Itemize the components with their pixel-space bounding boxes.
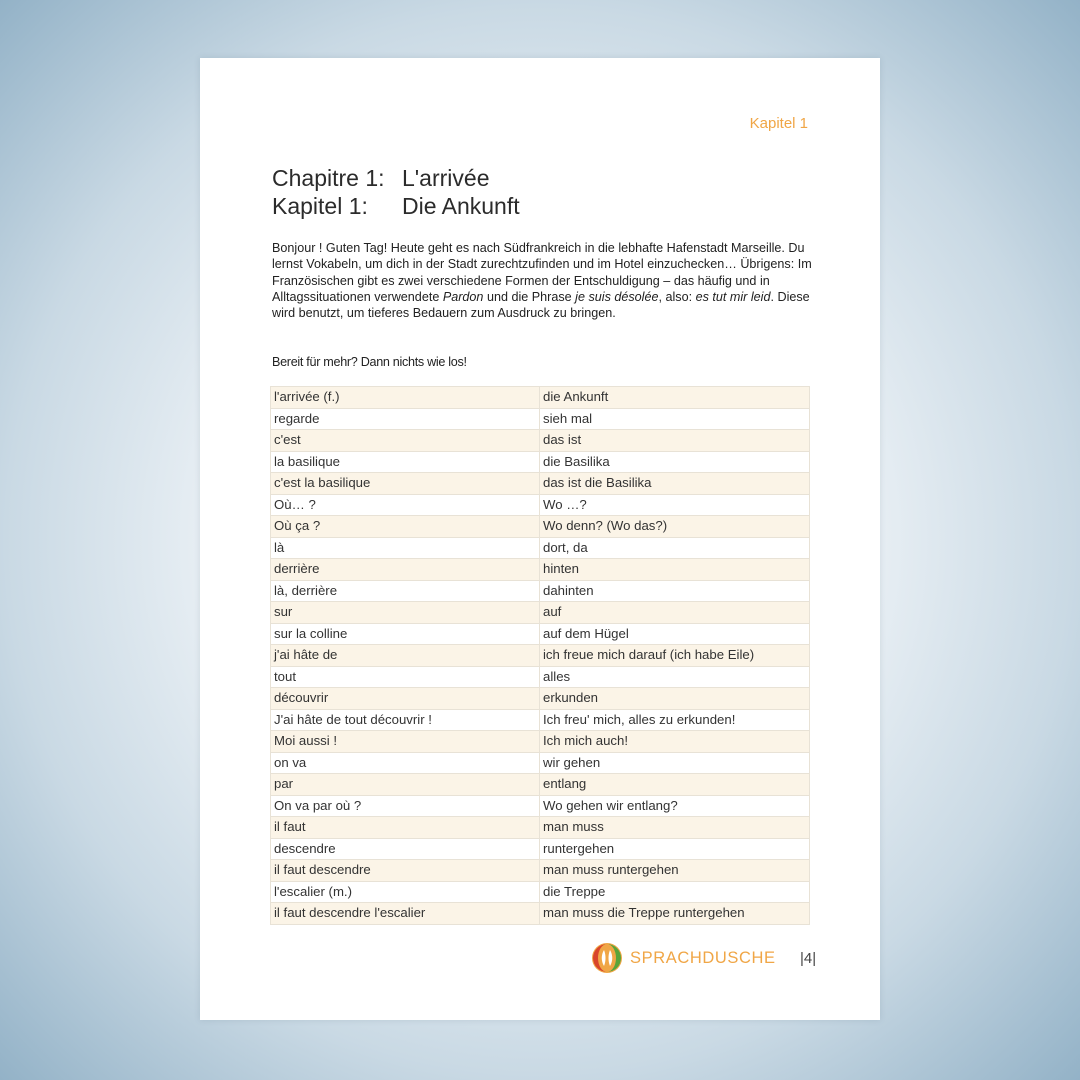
running-header: Kapitel 1 [749, 115, 808, 132]
german-translation: erkunden [540, 688, 810, 710]
french-term: découvrir [271, 688, 540, 710]
page-number: |4| [800, 950, 817, 967]
vocabulary-table [270, 386, 810, 925]
title-german-label: Kapitel 1: [272, 193, 368, 219]
title-french-text: L'arrivée [402, 165, 490, 191]
french-term: là [271, 537, 540, 559]
french-term: l'escalier (m.) [271, 881, 540, 903]
french-term: sur la colline [271, 623, 540, 645]
german-translation: das ist [540, 430, 810, 452]
table-row [271, 774, 810, 796]
table-row [271, 817, 810, 839]
table-row [271, 795, 810, 817]
table-row [271, 559, 810, 581]
table-row [271, 451, 810, 473]
german-translation: alles [540, 666, 810, 688]
german-translation: Ich freu' mich, alles zu erkunden! [540, 709, 810, 731]
table-row [271, 731, 810, 753]
german-translation: wir gehen [540, 752, 810, 774]
german-translation: sieh mal [540, 408, 810, 430]
table-row [271, 838, 810, 860]
french-term: Où… ? [271, 494, 540, 516]
intro-term-desolee: je suis désolée [575, 289, 659, 304]
french-term: j'ai hâte de [271, 645, 540, 667]
lead-sentence: Bereit für mehr? Dann nichts wie los! [272, 355, 467, 369]
table-row [271, 666, 810, 688]
german-translation: die Treppe [540, 881, 810, 903]
intro-text-1: Bonjour ! Guten Tag! Heute geht es nach Südfrankreich in die lebhafte Hafenstadt Marseille. Du lernst Vokabeln, um dich in der Stadt zurechtzufinden und im Hotel einzuchecken… Übrigens: Im Französischen gibt es zwei verschiedene Formen der Entschuldigung – das häufig und in Alltagssituationen verwendete [272, 241, 812, 304]
table-row [271, 752, 810, 774]
french-term: regarde [271, 408, 540, 430]
document-page [200, 58, 880, 1020]
german-translation: Ich mich auch! [540, 731, 810, 753]
french-term: la basilique [271, 451, 540, 473]
french-term: il faut descendre [271, 860, 540, 882]
french-term: derrière [271, 559, 540, 581]
german-translation: man muss die Treppe runtergehen [540, 903, 810, 925]
german-translation: auf [540, 602, 810, 624]
intro-text-2: und die Phrase [483, 289, 576, 304]
french-term: l'arrivée (f.) [271, 387, 540, 409]
german-translation: man muss runtergehen [540, 860, 810, 882]
french-term: J'ai hâte de tout découvrir ! [271, 709, 540, 731]
table-row [271, 494, 810, 516]
french-term: c'est [271, 430, 540, 452]
french-term: tout [271, 666, 540, 688]
title-german [272, 192, 520, 220]
table-row [271, 688, 810, 710]
intro-term-pardon: Pardon [442, 289, 484, 304]
intro-paragraph [272, 240, 812, 321]
chapter-title [272, 164, 520, 220]
table-row [271, 709, 810, 731]
german-translation: hinten [540, 559, 810, 581]
german-translation: ich freue mich darauf (ich habe Eile) [540, 645, 810, 667]
table-row [271, 860, 810, 882]
table-row [271, 516, 810, 538]
german-translation: Wo gehen wir entlang? [540, 795, 810, 817]
french-term: on va [271, 752, 540, 774]
german-translation: Wo denn? (Wo das?) [540, 516, 810, 538]
german-translation: auf dem Hügel [540, 623, 810, 645]
title-french-label: Chapitre 1: [272, 165, 385, 191]
table-row [271, 623, 810, 645]
table-row [271, 903, 810, 925]
footer-brand [590, 941, 776, 975]
sprachdusche-logo-icon [590, 941, 624, 975]
table-row [271, 408, 810, 430]
german-translation: runtergehen [540, 838, 810, 860]
german-translation: dort, da [540, 537, 810, 559]
french-term: sur [271, 602, 540, 624]
title-french [272, 164, 520, 192]
french-term: c'est la basilique [271, 473, 540, 495]
table-row [271, 387, 810, 409]
table-row [271, 537, 810, 559]
table-row [271, 602, 810, 624]
french-term: Où ça ? [271, 516, 540, 538]
table-row [271, 430, 810, 452]
table-row [271, 473, 810, 495]
french-term: On va par où ? [271, 795, 540, 817]
french-term: Moi aussi ! [271, 731, 540, 753]
table-row [271, 580, 810, 602]
title-german-text: Die Ankunft [402, 193, 520, 219]
french-term: descendre [271, 838, 540, 860]
german-translation: Wo …? [540, 494, 810, 516]
french-term: il faut [271, 817, 540, 839]
french-term: par [271, 774, 540, 796]
brand-name: SPRACHDUSCHE [630, 948, 776, 967]
table-row [271, 881, 810, 903]
german-translation: dahinten [540, 580, 810, 602]
intro-term-leid: es tut mir leid [695, 289, 771, 304]
german-translation: entlang [540, 774, 810, 796]
french-term: il faut descendre l'escalier [271, 903, 540, 925]
german-translation: das ist die Basilika [540, 473, 810, 495]
intro-text-4: . Diese wird benutzt, um tieferes Bedauern zum Ausdruck zu bringen. [272, 289, 810, 321]
german-translation: die Ankunft [540, 387, 810, 409]
german-translation: die Basilika [540, 451, 810, 473]
intro-text-3: , also: [658, 289, 696, 304]
french-term: là, derrière [271, 580, 540, 602]
table-row [271, 645, 810, 667]
german-translation: man muss [540, 817, 810, 839]
